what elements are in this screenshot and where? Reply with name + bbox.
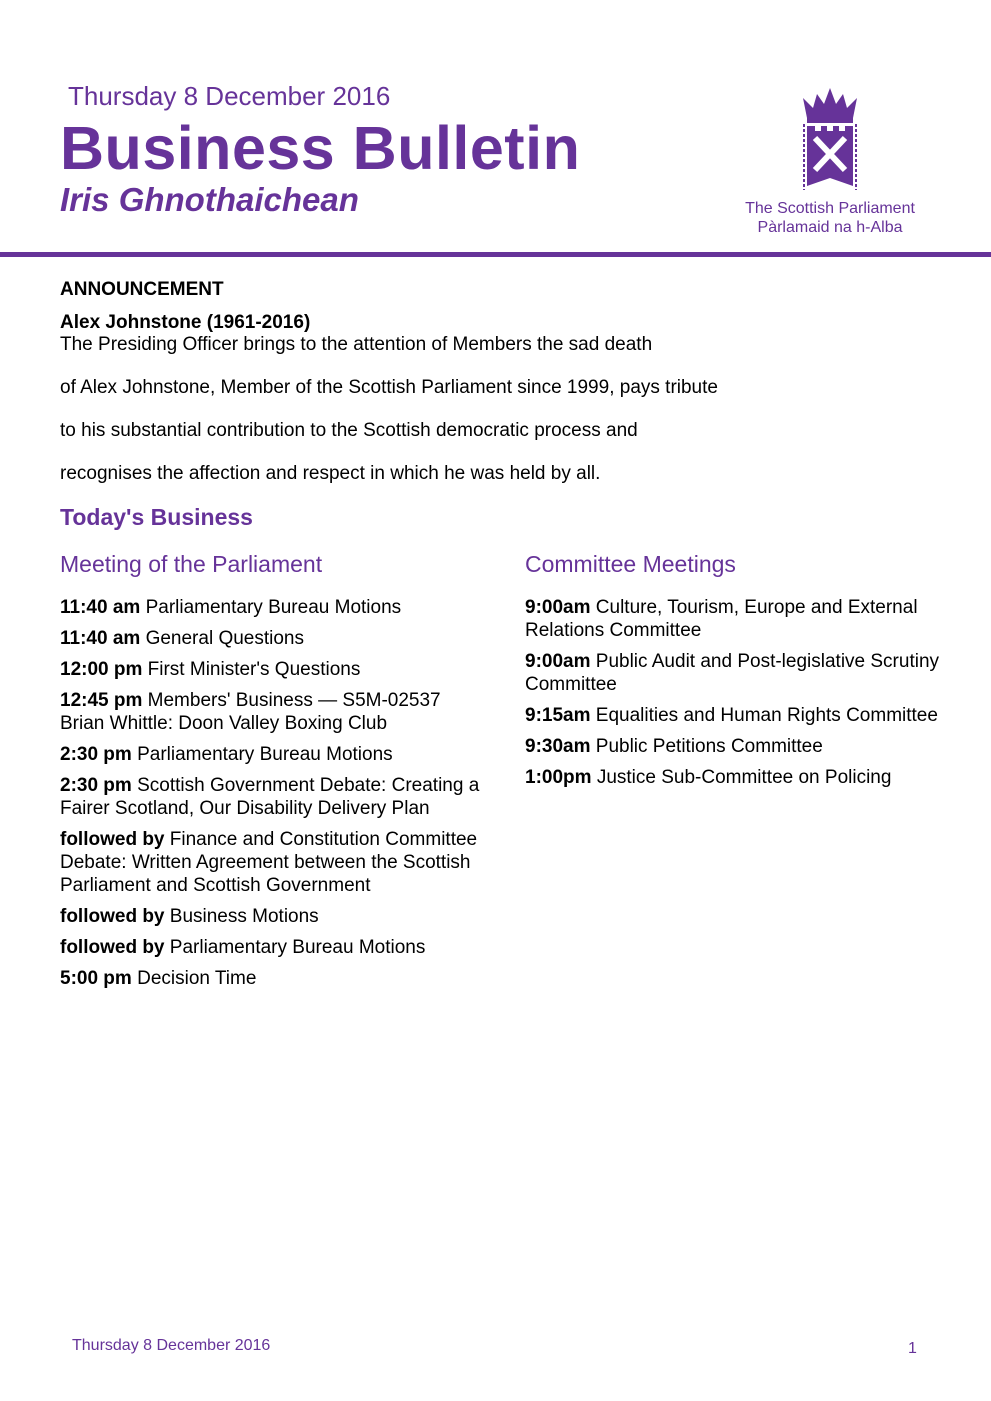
announcement-subheading: Alex Johnstone (1961-2016): [60, 312, 311, 333]
list-item: 2:30 pm Parliamentary Bureau Motions: [60, 744, 393, 765]
list-item: 1:00pm Justice Sub-Committee on Policing: [525, 767, 892, 788]
meeting-heading: Meeting of the Parliament: [60, 551, 323, 577]
announcement-heading: ANNOUNCEMENT: [60, 279, 224, 300]
announcement-line: The Presiding Officer brings to the attention of Members the sad death: [60, 334, 653, 355]
page-subtitle: Iris Ghnothaichean: [60, 181, 359, 218]
page-number: 1: [908, 1340, 917, 1357]
announcement-text: [60, 323, 718, 495]
list-item: 12:00 pm First Minister's Questions: [60, 659, 361, 680]
committee-heading: Committee Meetings: [525, 551, 736, 577]
list-item: followed by Business Motions: [60, 906, 319, 927]
list-item: 11:40 am Parliamentary Bureau Motions: [60, 597, 402, 618]
announcement-line: to his substantial contribution to the Scottish democratic process and: [60, 420, 638, 441]
list-item: 12:45 pm Members' Business — S5M-02537 Brian Whittle: Doon Valley Boxing Club: [60, 690, 441, 734]
list-item: 5:00 pm Decision Time: [60, 968, 257, 989]
list-item: 2:30 pm Scottish Government Debate: Creating a Fairer Scotland, Our Disability Delivery Plan: [60, 775, 480, 819]
header-divider: [0, 252, 991, 257]
committee-list: [525, 596, 945, 797]
scottish-parliament-logo: [740, 86, 920, 237]
list-item: 9:00am Public Audit and Post-legislative Scrutiny Committee: [525, 651, 940, 695]
list-item: 9:00am Culture, Tourism, Europe and External Relations Committee: [525, 597, 918, 641]
list-item: 11:40 am General Questions: [60, 628, 304, 649]
announcement-line: of Alex Johnstone, Member of the Scottish Parliament since 1999, pays tribute: [60, 377, 718, 398]
list-item: followed by Finance and Constitution Committee Debate: Written Agreement between the Scottish Parliament and Scottish Government: [60, 829, 478, 896]
logo-text-gaelic: Pàrlamaid na h-Alba: [757, 219, 903, 236]
meeting-list: [60, 596, 480, 998]
crown-shield-icon: [799, 86, 861, 194]
list-item: followed by Parliamentary Bureau Motions: [60, 937, 426, 958]
footer-date: Thursday 8 December 2016: [72, 1337, 271, 1354]
list-item: 9:15am Equalities and Human Rights Committee: [525, 705, 938, 726]
header-date: Thursday 8 December 2016: [68, 81, 391, 111]
todays-business-heading: Today's Business: [60, 504, 253, 530]
page-title: Business Bulletin: [60, 114, 581, 182]
logo-text-english: The Scottish Parliament: [745, 200, 915, 217]
announcement-line: recognises the affection and respect in which he was held by all.: [60, 463, 601, 484]
list-item: 9:30am Public Petitions Committee: [525, 736, 823, 757]
